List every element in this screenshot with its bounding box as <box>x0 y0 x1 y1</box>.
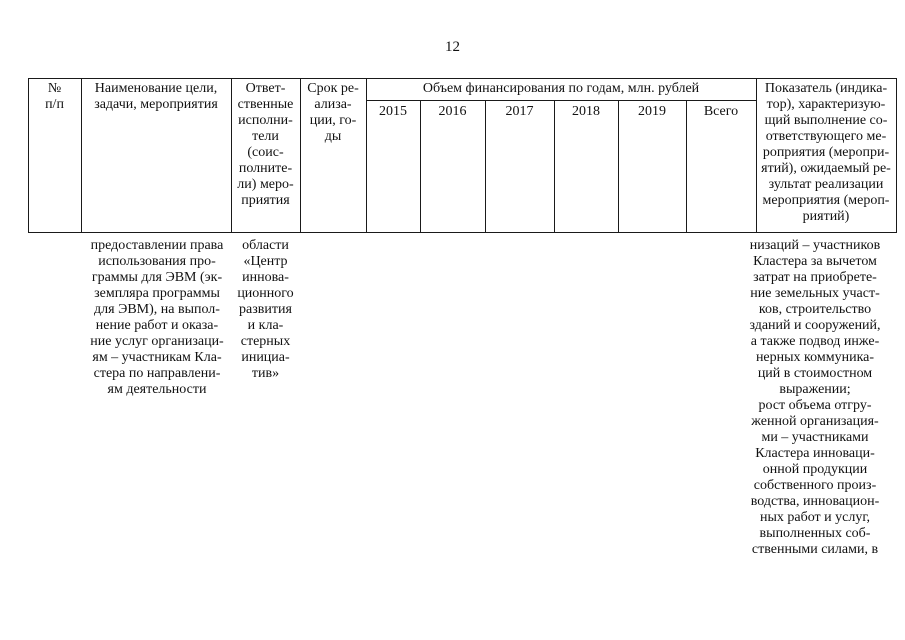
continuation-indicator: низаций – участников Кластера за вычетом затрат на приобрете- ние земельных участ- ков, строительство зданий и сооружений, а также подвод инже- нерных коммуника- ций в стоимостном выражении; рост объема отгру- женной организация- ми – участниками Кластера инноваци- онной продукции собственного произ- водства, инновацион- ных работ и услуг, выполненных соб- ственными силами, в <box>749 238 881 557</box>
page-number: 12 <box>445 39 460 55</box>
header-number: № п/п <box>45 81 64 112</box>
header-total: Всего <box>703 104 739 119</box>
col-border <box>896 78 897 233</box>
header-name: Наименование цели, задачи, мероприятия <box>94 81 218 112</box>
header-responsible: Ответ- ственные исполни- тели (соис- полните- ли) меро- приятия <box>237 81 294 208</box>
col-border <box>366 78 367 233</box>
continuation-name: предоставлении права использования про- граммы для ЭВМ (эк- земпляра программы для ЭВМ), на выпол- нение работ и оказа- ние услуг организаци- ям – участникам Кла- стера по направлени- ям деятельности <box>90 238 224 397</box>
header-top-border <box>28 78 897 79</box>
header-indicator: Показатель (индика- тор), характеризую- щий выполнение со- ответствующего ме- роприятия (меропри- ятий), ожидаемый ре- зультат реализации мероприятия (мероп- риятий) <box>761 81 891 224</box>
header-financing: Объем финансирования по годам, млн. рублей <box>422 81 700 96</box>
header-year-2017: 2017 <box>505 104 534 119</box>
continuation-responsible: области «Центр иннова- ционного развития и кла- стерных инициа- тив» <box>237 238 294 381</box>
header-year-2015: 2015 <box>379 104 407 119</box>
header-year-2016: 2016 <box>438 104 467 119</box>
header-term: Срок ре- ализа- ции, го- ды <box>307 81 359 144</box>
header-year-2018: 2018 <box>572 104 600 119</box>
financing-subheader-divider <box>366 100 756 101</box>
table-header <box>28 78 897 233</box>
header-year-2019: 2019 <box>638 104 666 119</box>
header-bottom-border <box>28 232 897 233</box>
